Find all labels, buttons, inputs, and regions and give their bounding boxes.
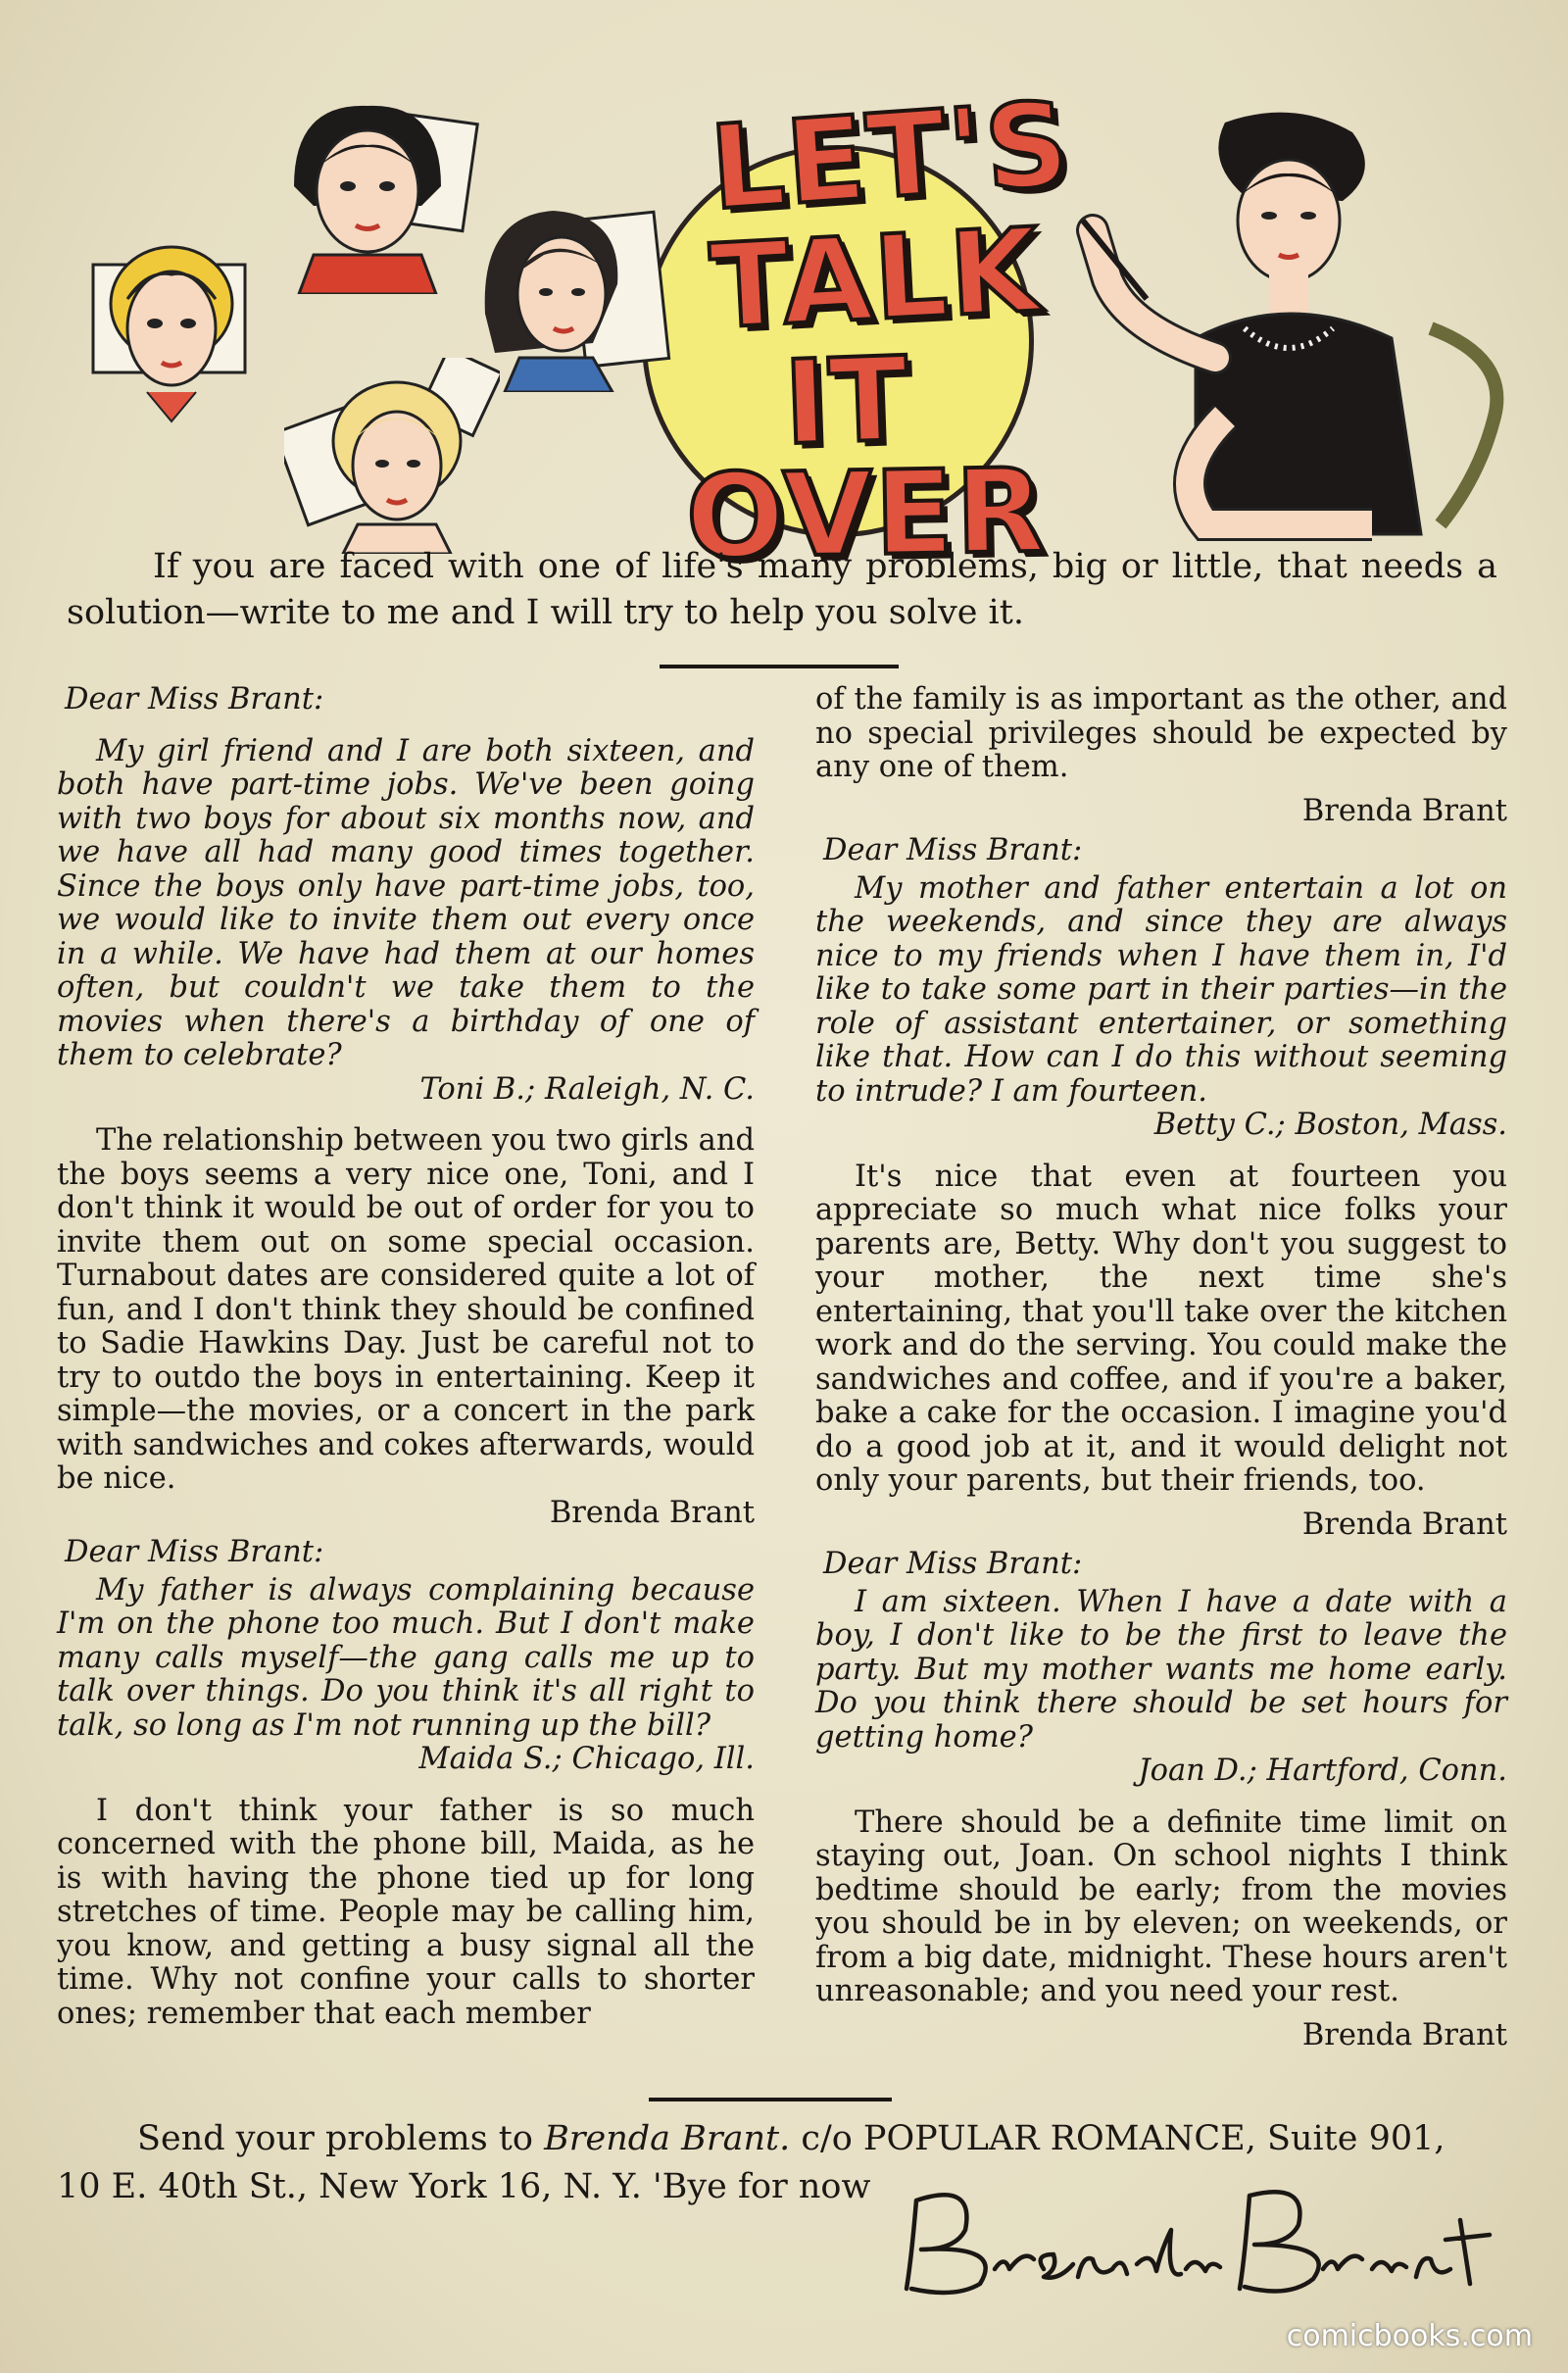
letter-sender: Betty C.; Boston, Mass. [1153, 1108, 1507, 1142]
title-line-2: TALK [707, 202, 1045, 355]
watermark: comicbooks.com [1286, 2319, 1533, 2353]
reply-signature: Brenda Brant [549, 1495, 755, 1530]
brenda-brant-portrait [1049, 103, 1509, 554]
letter-body: My mother and father entertain a lot on the weekends, and since they are always nice to my friends when I have them in, I'd like to take some part in their parties—in the role of assistant entertainer, or something like that. How can I do this without seeming to intrude? I am fourteen. [815, 870, 1507, 1109]
letter-body: My father is always complaining because I'm on the phone too much. But I don't make many calls myself—the gang calls me up to talk over things. Do you think it's all right to talk, so long as I'm not running up the bill? [57, 1572, 755, 1743]
title-line-1: LET'S [706, 75, 1075, 236]
left-column [57, 683, 755, 2031]
reply-signature: Brenda Brant [1301, 2017, 1507, 2052]
salutation: Dear Miss Brant: [65, 682, 324, 717]
title-line-4: OVER [684, 442, 1049, 585]
header-illustration [59, 59, 1509, 585]
dark-hair-girl-portrait [274, 98, 480, 294]
footer-send-text: Send your problems to [137, 2119, 545, 2158]
footer-name: Brenda Brant. [544, 2119, 791, 2158]
reply-body: The relationship between you two girls and the boys seems a very nice one, Toni, and I don't think it would be out of order for you to invite them out on some special occasion. Turnabout dates are considered quite a lot of fun, and I don't think they should be confined to Sadie Hawkins Day. Just be careful not to try to outdo the boys in entertaining. Keep it simple—the movies, or a concert in the park with sandwiches and cokes afterwards, would be nice. [57, 1123, 755, 1496]
salutation: Dear Miss Brant: [65, 1535, 324, 1569]
right-column [815, 683, 1507, 2058]
intro-text: If you are faced with one of life's many problems, big or little, that needs a solution—write to me and I will try to help you solve it. [67, 547, 1497, 632]
reply-signature: Brenda Brant [1301, 1507, 1507, 1542]
title-line-3: IT [781, 330, 912, 471]
salutation: Dear Miss Brant: [823, 1547, 1083, 1581]
letter-body: My girl friend and I are both sixteen, and both have part-time jobs. We've been going with two boys for about six months now, and we have all had many good times together. Since the boys only have part-time jobs, too, we would like to invite them out every once in a while. We have had them at our homes often, but couldn't we take them to the movies when there's a birthday of one of them to celebrate? [57, 733, 755, 1072]
blonde-girl-portrait [88, 225, 255, 431]
letter-sender: Joan D.; Hartford, Conn. [1138, 1754, 1507, 1788]
letter-sender: Toni B.; Raleigh, N. C. [419, 1071, 755, 1107]
letter-body: I am sixteen. When I have a date with a boy, I don't like to be the first to leave the party. But my mother wants me home early. Do you think there should be set hours for getting home? [815, 1584, 1507, 1755]
top-divider [660, 665, 899, 668]
footer-address-text: c/o POPULAR ROMANCE, Suite 901, [790, 2119, 1446, 2158]
reply-body: It's nice that even at fourteen you appreciate so much what nice folks your parents are, Betty. Why don't you suggest to your mother, the next time she's entertaining, that you'll take over the kitchen work and do the serving. You could make the sandwiches and coffee, and if you're a baker, bake a cake for the occasion. I imagine you'd do a good job at it, and it would delight not only your parents, but their friends, too. [815, 1159, 1507, 1498]
reply-body: There should be a definite time limit on staying out, Joan. On school nights I think bedtime should be early; from the movies you should be in by eleven; on weekends, or from a big date, midnight. These hours aren't unreasonable; and you need your rest. [815, 1804, 1507, 2008]
reply-body: I don't think your father is so much concerned with the phone bill, Maida, as he is with having the phone tied up for long stretches of time. People may be calling him, you know, and getting a busy signal all the time. Why not confine your calls to shorter ones; remember that each member [57, 1793, 755, 2031]
reply-continuation: of the family is as important as the other, and no special privileges should be expected by any one of them. [815, 682, 1507, 784]
salutation: Dear Miss Brant: [823, 833, 1083, 867]
brunette-girl-portrait [475, 196, 671, 392]
phone-girl-portrait [284, 358, 500, 554]
intro-paragraph [67, 544, 1497, 636]
brenda-brant-signature [887, 2161, 1514, 2308]
footer-line-2: 10 E. 40th St., New York 16, N. Y. 'Bye for now [57, 2167, 871, 2206]
footer-line-1 [57, 2115, 1488, 2163]
letter-sender: Maida S.; Chicago, Ill. [418, 1742, 755, 1776]
bottom-divider [649, 2098, 892, 2101]
reply-signature: Brenda Brant [1301, 793, 1507, 828]
